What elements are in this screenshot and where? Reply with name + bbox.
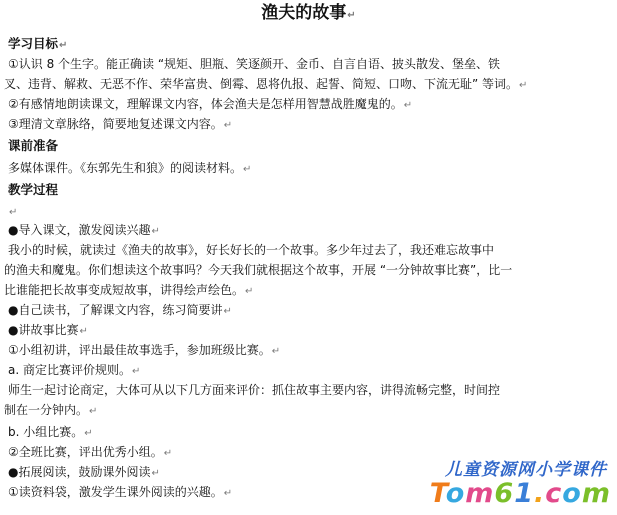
goal-item-2: ②有感情地朗读课文，理解课文内容，体会渔夫是怎样用智慧战胜魔鬼的。↵ (8, 97, 413, 111)
step-intro: ●导入课文，激发阅读兴趣↵ (8, 223, 160, 237)
contest-item-a: a. 商定比赛评价规则。↵ (8, 363, 141, 377)
paragraph-mark-icon: ↵ (519, 80, 528, 91)
logo-letter: c (545, 478, 563, 509)
paragraph-mark-icon: ↵ (89, 406, 98, 417)
intro-text-3: 比谁能把长故事变成短故事，讲得绘声绘色。↵ (4, 283, 254, 297)
paragraph-mark-icon: ↵ (151, 468, 160, 479)
logo-letter: . (534, 478, 546, 509)
contest-item-1: ①小组初讲，评出最佳故事选手，参加班级比赛。↵ (8, 343, 281, 357)
paragraph-mark-icon: ↵ (131, 366, 141, 377)
paragraph-mark-icon: ↵ (403, 100, 413, 111)
reading-item-1: ①读资料袋，激发学生课外阅读的兴趣。↵ (8, 485, 233, 499)
paragraph-mark-icon: ↵ (243, 164, 252, 175)
paragraph-mark-icon: ↵ (223, 306, 232, 317)
site-watermark (371, 455, 611, 511)
paragraph-mark-icon: ↵ (271, 346, 281, 357)
goal-item-1-cont: 叉、违背、解救、无恶不作、荣华富贵、倒霉、恩将仇报、起誓、简短、口吻、下流无耻” 等词。↵ (4, 77, 528, 91)
contest-item-b: b. 小组比赛。↵ (8, 425, 93, 439)
contest-item-2: ②全班比赛，评出优秀小组。↵ (8, 445, 173, 459)
paragraph-mark-icon: ↵ (223, 120, 233, 131)
paragraph-mark-icon: ↵ (151, 226, 160, 237)
contest-rules-2: 制在一分钟内。↵ (4, 403, 98, 417)
paragraph-mark-icon: ↵ (163, 448, 173, 459)
logo-letter: T (429, 478, 446, 509)
paragraph-mark-icon: ↵ (223, 488, 233, 499)
paragraph-mark-icon: ↵ (84, 428, 93, 439)
logo-letter: m (581, 478, 611, 509)
logo-letter: o (562, 478, 582, 509)
document-title: 渔夫的故事↵ (261, 3, 356, 23)
logo-letter: o (445, 478, 466, 509)
paragraph-mark-icon: ↵ (245, 286, 254, 297)
section-heading-goals: 学习目标↵ (8, 36, 68, 51)
logo-letter: 1 (514, 478, 535, 509)
section-heading-prep: 课前准备 (8, 138, 59, 153)
goal-item-1: ①认识 8 个生字。能正确读 “规矩、胆瓶、笑逐颜开、金币、自言自语、披头散发、堡垒、铁 (8, 57, 501, 71)
paragraph-mark-icon: ↵ (9, 207, 18, 218)
logo-letter: 6 (494, 478, 515, 509)
watermark-chinese-text: 儿童资源网小学课件 (445, 460, 607, 480)
paragraph-mark-icon: ↵ (347, 10, 356, 21)
goal-item-3: ③理清文章脉络，简要地复述课文内容。↵ (8, 117, 233, 131)
paragraph-mark-icon: ↵ (79, 326, 88, 337)
step-self-read: ●自己读书，了解课文内容，练习简要讲↵ (8, 303, 232, 317)
section-heading-process: 教学过程 (8, 182, 59, 197)
step-story-contest: ●讲故事比赛↵ (8, 323, 88, 337)
intro-text-1: 我小的时候，就读过《渔夫的故事》，好长好长的一个故事。多少年过去了，我还难忘故事中 (8, 243, 495, 257)
step-extended-reading: ●拓展阅读，鼓励课外阅读↵ (8, 465, 160, 479)
logo-letter: m (465, 478, 495, 509)
intro-text-2: 的渔夫和魔鬼。你们想读这个故事吗？今天我们就根据这个故事，开展 “一分钟故事比赛”，比一 (4, 263, 513, 277)
blank-line (8, 203, 610, 221)
paragraph-mark-icon: ↵ (59, 40, 68, 51)
prep-text: 多媒体课件。《东郭先生和狼》的阅读材料。↵ (8, 161, 252, 175)
contest-rules-1: 师生一起讨论商定，大体可从以下几方面来评价：抓住故事主要内容，讲得流畅完整，时间控 (8, 383, 501, 397)
watermark-site-logo (430, 479, 611, 509)
